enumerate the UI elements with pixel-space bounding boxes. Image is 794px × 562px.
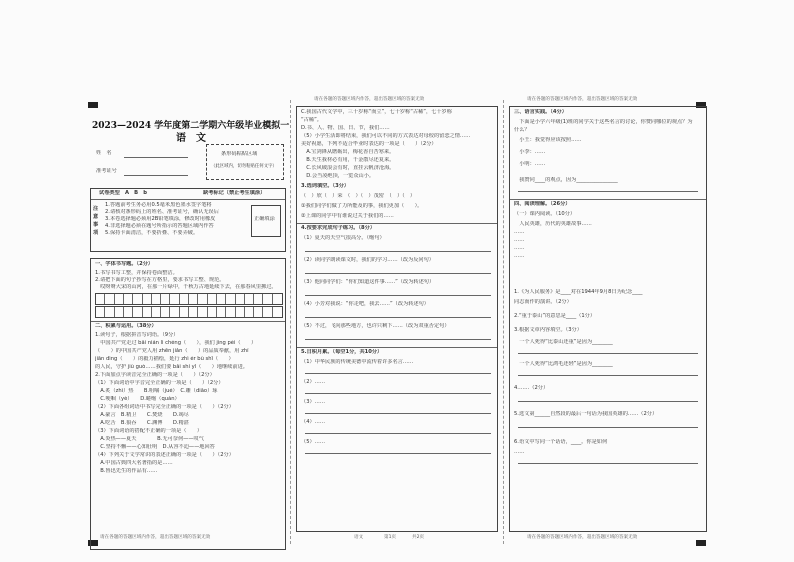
correct-fill-label: 正确填涂 <box>254 216 275 222</box>
q-line: D.书、人、物、国、日、节，我们…… <box>301 125 390 131</box>
s2-line: （3）下面词语的搭配不正确的一项是（ ） <box>95 428 203 434</box>
q-line: （4）小芳对我说：“你走吧，我去……”（改为转述句） <box>301 301 429 307</box>
divider <box>91 199 285 200</box>
s2-line: A.吃舌 B.狼吞 C.渊博 D.精湛 <box>95 420 189 426</box>
q-line: （5）不过，飞向那些地方，也许只剩下……（改为双重否定句） <box>301 323 450 329</box>
name-line[interactable] <box>124 157 188 158</box>
absent-mark: 缺考标记（禁止考生填涂） <box>203 190 266 196</box>
answer-line[interactable] <box>518 353 698 354</box>
q-line: D.会当凌绝顶，一览众山小。 <box>301 173 375 179</box>
q-line: （2）读同学朗读课文时，我们的学习……（改为反问句） <box>301 257 434 263</box>
s4-line: 6.语文中写同一个话语，____。你是如何 <box>514 439 608 445</box>
answer-line[interactable] <box>305 295 491 296</box>
exam-type: 试卷类型 A B b <box>99 190 147 196</box>
q-line: 5.日积月累。（每空1分，共10分） <box>301 349 383 355</box>
column-2 <box>294 96 499 546</box>
fold-line <box>290 100 291 544</box>
s4-line: 一个人死得“比泰山还重”是因为________ <box>514 339 613 345</box>
s3-line: 我赞同____的观点，因为________________ <box>514 177 618 183</box>
answer-line[interactable] <box>305 373 491 374</box>
subject-title: 语 文 <box>176 133 206 144</box>
s4-line: …… <box>514 237 525 243</box>
notice-line: 5.保持卡面清洁，不要折叠、不要弄破。 <box>105 230 199 236</box>
s4-line: 同志而作的演讲。（2分） <box>514 299 572 305</box>
s2-line: 中国共产党走过 bǎi nián lì chéng（ ），我们 jìng pèi（ ） <box>95 340 257 346</box>
s2-line: C.坚持不懈——心知肚明 D.从容不迫——地回答 <box>95 444 215 450</box>
name-label: 姓 名 <box>96 150 112 156</box>
s2-line: A.中国古典四大名著指的是…… <box>95 460 173 466</box>
divider <box>297 347 497 348</box>
section-3-title: 三、语言实践。（4分） <box>514 109 567 115</box>
answer-line[interactable] <box>305 393 491 394</box>
divider <box>91 321 285 322</box>
s2-line: （4）下列关于文学常识的表述正确的一项是（ ）（2分） <box>95 452 234 458</box>
section-4-sub: （一）课内阅读。（10分） <box>514 211 576 217</box>
s4-line: 3.根据文章内容填空。（3分） <box>514 327 582 333</box>
exam-info-box <box>90 188 286 252</box>
q-line: （5）小学生活即将结束，我们可以不同的方式表达对母校的留恋之情…… <box>301 133 471 139</box>
barcode-label: 条形码粘贴区域 <box>221 151 258 157</box>
column-1 <box>86 96 290 546</box>
q-line: “古稀”。 <box>301 117 322 123</box>
s4-line: 人民英雄，历代的英雄故事…… <box>514 221 592 227</box>
s2-line: A.炎热——夏天 B.无可奈何——叹气 <box>95 436 204 442</box>
s4-line: …… <box>514 229 525 235</box>
notice-line: 1.答题前考生务必用0.5毫米黑色墨水签字笔将 <box>105 202 212 208</box>
page-footer-total: 共2页 <box>412 535 425 540</box>
s4-line: 4.……（2分） <box>514 385 549 391</box>
s2-line: （ ）的中国共产党人用 zhēn jiǎn（ ）的品质奉献，用 zhí <box>95 348 249 354</box>
q-line: A.宝剑锋从磨砺出，梅花香自苦寒来。 <box>301 149 395 155</box>
s4-line: …… <box>514 253 525 259</box>
answer-line[interactable] <box>305 339 491 340</box>
column-3 <box>507 96 707 546</box>
footer-note: 请在各题的答题区域内作答，超出答题区域的答案无效 <box>100 535 211 540</box>
fold-line <box>503 100 504 544</box>
s1-line: 哎呀呀大宋的山河，在那一片绿中，千秋万古地延续下去，在那春风里拂过。 <box>95 284 277 290</box>
q-line: （5）…… <box>301 439 326 445</box>
answer-box-2 <box>296 106 498 532</box>
s3-line: 下面是小学六年级(1)班的同学关于这些名言的讨论，你赞同哪位的观点？为 <box>514 119 693 125</box>
s1-line: 1.书写书写工整，并保持卷面整洁。 <box>95 270 178 276</box>
s2-line: B.鲁迅先生的作品有…… <box>95 468 158 474</box>
q-line: ②上课的同学中有谁说过关于我们的…… <box>301 213 394 219</box>
notice-line: 3.本卷选择题必须用2B铅笔填涂，修改时用橡皮 <box>105 216 216 222</box>
s4-line: …… <box>514 449 525 455</box>
q-line: （3）他问同学们：“你们知道这件事……”（改为转述句） <box>301 279 435 285</box>
s2-line: （2）下面各组词语中书写完全正确的一项是（ ）（2分） <box>95 404 234 410</box>
answer-line[interactable] <box>305 317 491 318</box>
s3-line: 小李：…… <box>514 149 546 155</box>
q-line: C.我国古代文学中，三十岁称“而立”，七十岁称“古稀”，七十岁称 <box>301 109 452 115</box>
s2-line: 1.读句子，根据拼音写词语。（9分） <box>95 332 179 338</box>
s1-line: 2.请把下面的句子抄写在方格里，要求书写工整、规范。 <box>95 277 225 283</box>
s2-line: A.炙（zhì）热 B.咀嚼（jué） C.雕（diāo）琢 <box>95 388 218 394</box>
s2-line: C.哽咽（yè） D.蜷缩（quán） <box>95 396 180 402</box>
answer-line[interactable] <box>305 273 491 274</box>
answer-line[interactable] <box>305 413 491 414</box>
s4-line: 1.《为人民服务》是____对在1944年9月8日为纪念____ <box>514 289 643 295</box>
q-line: （1）中华民族的传统美德中流传着许多名言…… <box>301 359 414 365</box>
s2-line: jiān dìng（ ）的毅力描绘，延行 zhì ér bù shī（ ） <box>95 356 234 362</box>
correct-fill-box <box>251 205 281 237</box>
q-line: （2）…… <box>301 379 326 385</box>
answer-line[interactable] <box>518 375 698 376</box>
notice-line: 2.请核对条形码上的姓名、准考证号，确认无误后 <box>105 209 219 215</box>
s2-line: 2.下面加点字读音完全正确的一项是（ ）（2分） <box>95 372 215 378</box>
q-line: 4.按要求完成句子练习。（8分） <box>301 225 376 231</box>
q-line: （3）…… <box>301 399 326 405</box>
q-line: （1）夏天的天空气很高分。（缩句） <box>301 235 385 241</box>
page-footer-page: 第1页 <box>384 535 397 540</box>
exam-number-line[interactable] <box>124 175 188 176</box>
notice-title: 注意事项 <box>93 206 99 236</box>
barcode-area <box>206 144 284 180</box>
page-footer-subject: 语文 <box>354 535 364 540</box>
s2-line: 的人民，守护 jiù guò……我们要 bǎi shí yǐ（ ）地继续前进。 <box>95 364 248 370</box>
section-1-title: 一、字体书写题。（2分） <box>95 261 154 267</box>
answer-line[interactable] <box>518 191 698 192</box>
notice-line: 4.非选择题必须在题号所指示的答题区域内作答 <box>105 223 214 229</box>
s4-line: 一个人死得“比鸿毛还轻”是因为________ <box>514 361 613 367</box>
writing-grid[interactable] <box>95 293 283 305</box>
answer-line[interactable] <box>305 433 491 434</box>
footer-note: 请在各题的答题区域内作答，超出答题区域的答案无效 <box>527 535 638 540</box>
q-line: ①我们同学们做了力所能及的事，我们更加（ ）。 <box>301 203 423 209</box>
q-line: B.天生我材必有用，千金散尽还复来。 <box>301 157 395 163</box>
answer-box-1 <box>90 258 286 550</box>
s3-line: 什么？ <box>514 127 530 133</box>
barcode-sub: （此区域内，切勿粘贴任何文字） <box>211 164 277 169</box>
divider <box>297 223 497 224</box>
answer-line[interactable] <box>518 401 698 402</box>
q-line: （ ）欣（ ）荣 （ ）（ ）茂密 （ ）（ ） <box>301 193 416 199</box>
exam-title: 2023—2024 学年度第二学期六年级毕业模拟一 <box>92 121 290 131</box>
q-line: （4）…… <box>301 419 326 425</box>
q-line: 美好祝愿，下列不适合毕业时表达的一项是（ ）（2分） <box>301 141 437 147</box>
header-note: 请在各题的答题区域内作答，超出答题区域的答案无效 <box>314 97 425 102</box>
s3-line: 小明：…… <box>514 161 546 167</box>
answer-line[interactable] <box>518 463 698 464</box>
answer-line[interactable] <box>518 427 698 428</box>
s4-line: 2.“重于泰山”的意思是____（1分） <box>514 313 596 319</box>
header-note: 请在各题的答题区域内作答，超出答题区域的答案无效 <box>527 97 638 102</box>
writing-grid[interactable] <box>95 306 283 318</box>
section-4-title: 四、阅读理解。（26分） <box>514 201 571 207</box>
s4-line: 5.选文第______自然段的最后一句话为我国英雄的……（2分） <box>514 411 658 417</box>
divider <box>510 199 706 200</box>
answer-line[interactable] <box>305 251 491 252</box>
answer-line[interactable] <box>305 453 491 454</box>
s3-line: 小王：我觉得应该按照…… <box>514 137 582 143</box>
s4-line: …… <box>514 245 525 251</box>
exam-number-label: 准考证号 <box>96 168 117 174</box>
q-line: 3.选词填空。（3分） <box>301 183 350 189</box>
q-line: C.长风破浪会有时，直挂云帆济沧海。 <box>301 165 395 171</box>
s2-line: （1）下面词语中字音完全正确的一项是（ ）（2分） <box>95 380 224 386</box>
answer-box-3 <box>509 106 707 532</box>
section-2-title: 二、积累与运用。（38分） <box>95 323 157 329</box>
s2-line: A.豪言 B.精卫 C.焚烧 D.竭尽 <box>95 412 189 418</box>
